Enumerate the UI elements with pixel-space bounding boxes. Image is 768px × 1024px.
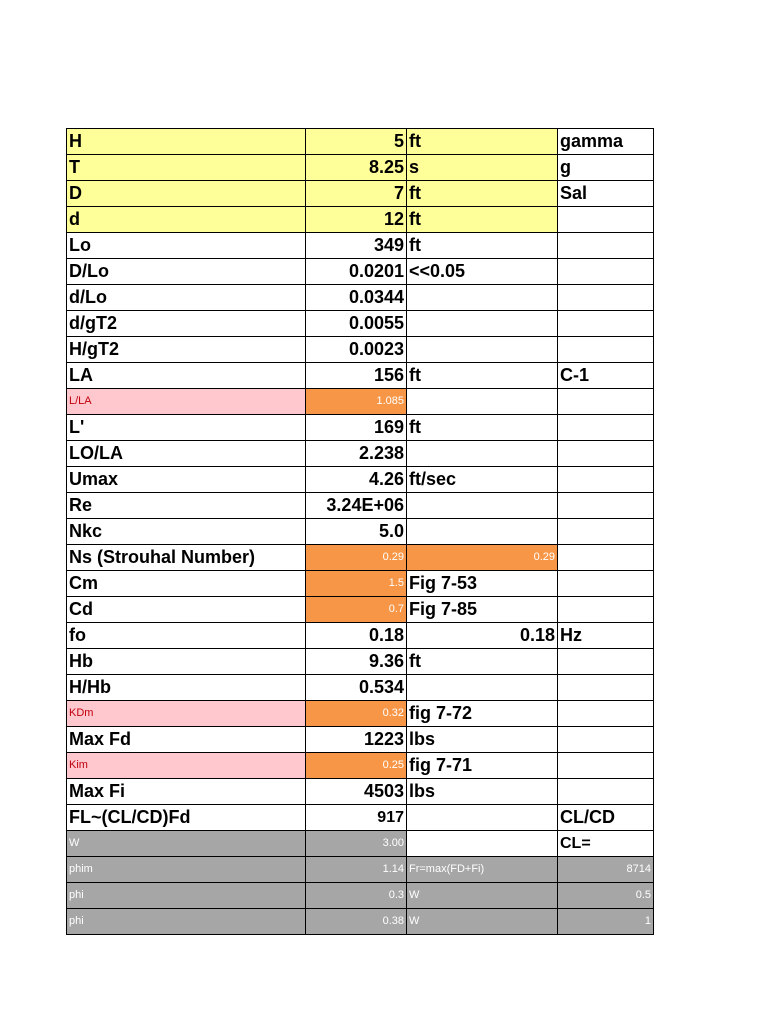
value-cell[interactable]: 7 [306, 181, 407, 207]
unit-cell[interactable]: ft [407, 181, 558, 207]
spreadsheet-table [66, 128, 654, 935]
label-cell[interactable]: Re [67, 493, 306, 519]
row-phi-2 [67, 909, 654, 935]
value-cell[interactable]: 0.534 [306, 675, 407, 701]
row-H [67, 129, 654, 155]
label-cell[interactable]: L/LA [67, 389, 306, 415]
unit-cell[interactable] [407, 285, 558, 311]
label-cell[interactable]: phi [67, 883, 306, 909]
value-cell[interactable]: 12 [306, 207, 407, 233]
label-cell[interactable]: d/Lo [67, 285, 306, 311]
value-cell[interactable]: 1223 [306, 727, 407, 753]
extra-cell[interactable] [558, 779, 654, 805]
extra-cell[interactable] [558, 441, 654, 467]
extra-cell[interactable] [558, 571, 654, 597]
row-KDm [67, 701, 654, 727]
extra-cell[interactable]: 8714 [558, 857, 654, 883]
extra-cell[interactable] [558, 311, 654, 337]
label-cell[interactable]: L' [67, 415, 306, 441]
row-Re [67, 493, 654, 519]
value-cell[interactable]: 0.38 [306, 909, 407, 935]
extra-cell[interactable] [558, 519, 654, 545]
unit-cell[interactable]: 0.29 [407, 545, 558, 571]
label-cell[interactable]: H/Hb [67, 675, 306, 701]
unit-cell[interactable]: ft/sec [407, 467, 558, 493]
row-d-gT2 [67, 311, 654, 337]
value-cell[interactable]: 0.7 [306, 597, 407, 623]
unit-cell[interactable]: <<0.05 [407, 259, 558, 285]
unit-cell[interactable]: lbs [407, 727, 558, 753]
value-cell[interactable]: 5.0 [306, 519, 407, 545]
value-cell[interactable]: 349 [306, 233, 407, 259]
unit-cell[interactable]: fig 7-72 [407, 701, 558, 727]
extra-cell[interactable] [558, 597, 654, 623]
row-W [67, 831, 654, 857]
row-Umax [67, 467, 654, 493]
extra-cell[interactable] [558, 285, 654, 311]
unit-cell[interactable] [407, 311, 558, 337]
row-Max-Fi [67, 779, 654, 805]
label-cell[interactable]: D/Lo [67, 259, 306, 285]
row-L-prime [67, 415, 654, 441]
value-cell[interactable]: 0.0023 [306, 337, 407, 363]
label-cell[interactable]: d/gT2 [67, 311, 306, 337]
row-Cm [67, 571, 654, 597]
unit-cell[interactable]: ft [407, 233, 558, 259]
extra-cell[interactable] [558, 207, 654, 233]
row-L-LA [67, 389, 654, 415]
value-cell[interactable]: 4.26 [306, 467, 407, 493]
value-cell[interactable]: 4503 [306, 779, 407, 805]
unit-cell[interactable]: Fig 7-53 [407, 571, 558, 597]
row-Cd [67, 597, 654, 623]
label-cell[interactable]: LA [67, 363, 306, 389]
extra-cell[interactable]: Hz [558, 623, 654, 649]
row-H-Hb [67, 675, 654, 701]
extra-cell[interactable] [558, 467, 654, 493]
row-LO-LA [67, 441, 654, 467]
extra-cell[interactable] [558, 675, 654, 701]
extra-cell[interactable]: Sal [558, 181, 654, 207]
label-cell[interactable]: phi [67, 909, 306, 935]
unit-cell[interactable] [407, 675, 558, 701]
unit-cell[interactable] [407, 493, 558, 519]
value-cell[interactable]: 169 [306, 415, 407, 441]
unit-cell[interactable]: 0.18 [407, 623, 558, 649]
unit-cell[interactable]: W [407, 909, 558, 935]
unit-cell[interactable]: fig 7-71 [407, 753, 558, 779]
value-cell[interactable]: 9.36 [306, 649, 407, 675]
unit-cell[interactable] [407, 389, 558, 415]
label-cell[interactable]: FL~(CL/CD)Fd [67, 805, 306, 831]
unit-cell[interactable]: s [407, 155, 558, 181]
label-cell[interactable]: H [67, 129, 306, 155]
row-phim [67, 857, 654, 883]
value-cell[interactable]: 0.29 [306, 545, 407, 571]
extra-cell[interactable]: CL= [558, 831, 654, 857]
extra-cell[interactable]: CL/CD [558, 805, 654, 831]
row-Hb [67, 649, 654, 675]
extra-cell[interactable]: g [558, 155, 654, 181]
extra-cell[interactable] [558, 337, 654, 363]
unit-cell[interactable]: Fr=max(FD+Fi) [407, 857, 558, 883]
row-LA [67, 363, 654, 389]
unit-cell[interactable]: ft [407, 415, 558, 441]
value-cell[interactable]: 0.32 [306, 701, 407, 727]
row-phi-1 [67, 883, 654, 909]
value-cell[interactable]: 2.238 [306, 441, 407, 467]
unit-cell[interactable]: ft [407, 649, 558, 675]
label-cell[interactable]: H/gT2 [67, 337, 306, 363]
extra-cell[interactable] [558, 545, 654, 571]
value-cell[interactable]: 1.5 [306, 571, 407, 597]
value-cell[interactable]: 0.25 [306, 753, 407, 779]
row-D-Lo [67, 259, 654, 285]
unit-cell[interactable]: lbs [407, 779, 558, 805]
row-d-Lo [67, 285, 654, 311]
unit-cell[interactable]: W [407, 883, 558, 909]
unit-cell[interactable]: ft [407, 207, 558, 233]
row-D [67, 181, 654, 207]
label-cell[interactable]: phim [67, 857, 306, 883]
unit-cell[interactable]: Fig 7-85 [407, 597, 558, 623]
extra-cell[interactable] [558, 233, 654, 259]
row-Kim [67, 753, 654, 779]
row-FL [67, 805, 654, 831]
row-Lo [67, 233, 654, 259]
label-cell[interactable]: Umax [67, 467, 306, 493]
value-cell[interactable]: 0.0201 [306, 259, 407, 285]
extra-cell[interactable]: 0.5 [558, 883, 654, 909]
unit-cell[interactable]: ft [407, 129, 558, 155]
label-cell[interactable]: LO/LA [67, 441, 306, 467]
value-cell[interactable]: 917 [306, 805, 407, 831]
label-cell[interactable]: Nkc [67, 519, 306, 545]
unit-cell[interactable] [407, 831, 558, 857]
label-cell[interactable]: KDm [67, 701, 306, 727]
value-cell[interactable]: 3.00 [306, 831, 407, 857]
extra-cell[interactable] [558, 649, 654, 675]
unit-cell[interactable] [407, 805, 558, 831]
extra-cell[interactable]: C-1 [558, 363, 654, 389]
extra-cell[interactable] [558, 727, 654, 753]
value-cell[interactable]: 1.085 [306, 389, 407, 415]
label-cell[interactable]: D [67, 181, 306, 207]
label-cell[interactable]: Max Fd [67, 727, 306, 753]
label-cell[interactable]: Cd [67, 597, 306, 623]
label-cell[interactable]: Ns (Strouhal Number) [67, 545, 306, 571]
value-cell[interactable]: 0.18 [306, 623, 407, 649]
unit-cell[interactable] [407, 519, 558, 545]
value-cell[interactable]: 8.25 [306, 155, 407, 181]
label-cell[interactable]: T [67, 155, 306, 181]
value-cell[interactable]: 3.24E+06 [306, 493, 407, 519]
extra-cell[interactable] [558, 259, 654, 285]
row-Ns [67, 545, 654, 571]
label-cell[interactable]: W [67, 831, 306, 857]
value-cell[interactable]: 5 [306, 129, 407, 155]
extra-cell[interactable] [558, 415, 654, 441]
label-cell[interactable]: Max Fi [67, 779, 306, 805]
unit-cell[interactable] [407, 441, 558, 467]
label-cell[interactable]: Hb [67, 649, 306, 675]
extra-cell[interactable] [558, 493, 654, 519]
extra-cell[interactable] [558, 753, 654, 779]
row-H-gT2 [67, 337, 654, 363]
row-Max-Fd [67, 727, 654, 753]
value-cell[interactable]: 156 [306, 363, 407, 389]
value-cell[interactable]: 0.3 [306, 883, 407, 909]
row-fo [67, 623, 654, 649]
extra-cell[interactable] [558, 701, 654, 727]
label-cell[interactable]: Kim [67, 753, 306, 779]
label-cell[interactable]: Lo [67, 233, 306, 259]
row-d [67, 207, 654, 233]
extra-cell[interactable] [558, 389, 654, 415]
label-cell[interactable]: fo [67, 623, 306, 649]
value-cell[interactable]: 1.14 [306, 857, 407, 883]
row-T [67, 155, 654, 181]
label-cell[interactable]: d [67, 207, 306, 233]
label-cell[interactable]: Cm [67, 571, 306, 597]
value-cell[interactable]: 0.0055 [306, 311, 407, 337]
value-cell[interactable]: 0.0344 [306, 285, 407, 311]
extra-cell[interactable]: 1 [558, 909, 654, 935]
extra-cell[interactable]: gamma [558, 129, 654, 155]
row-Nkc [67, 519, 654, 545]
unit-cell[interactable] [407, 337, 558, 363]
unit-cell[interactable]: ft [407, 363, 558, 389]
